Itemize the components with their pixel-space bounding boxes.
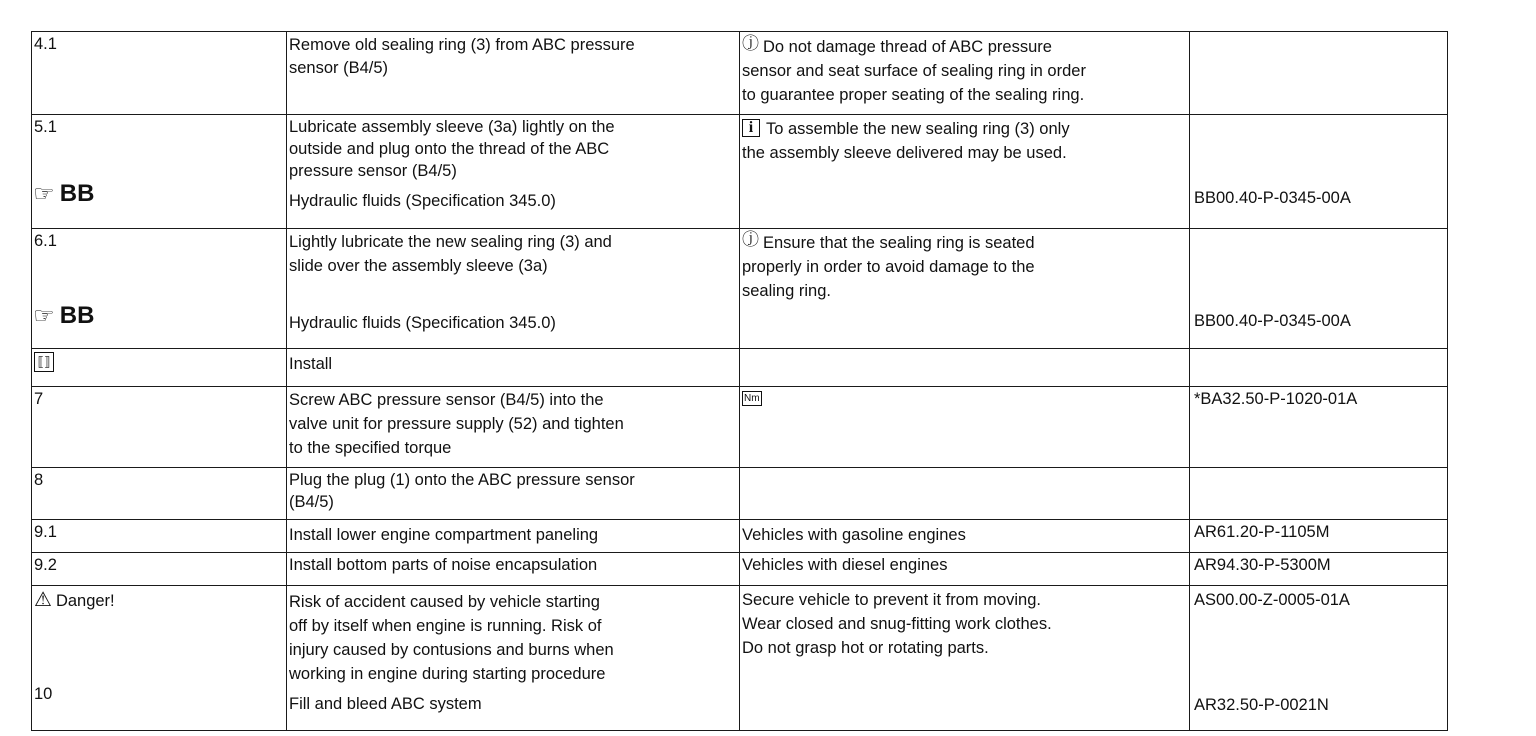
note-text: Ensure that the sealing ring is seated properly in order to avoid damage to the sealing ring. (742, 234, 1035, 300)
pointing-hand-icon: ☞ (33, 181, 55, 206)
ref-cell (1190, 586, 1448, 731)
step-number: 7 (34, 390, 44, 408)
procedure-table (31, 31, 1448, 731)
table-row (32, 349, 1448, 387)
bb-label: BB (59, 180, 95, 207)
action-text: Lubricate assembly sleeve (3a) lightly on the outside and plug onto the thread of the ABC pressure sensor (B4/5) (289, 118, 615, 180)
note-cell (740, 468, 1190, 520)
note-text: To assemble the new sealing ring (3) only the assembly sleeve delivered may be used. (742, 120, 1070, 162)
table-row (32, 229, 1448, 349)
step-cell (32, 349, 287, 387)
warning-triangle-icon: ⚠ (34, 589, 52, 611)
step-cell (32, 520, 287, 553)
step-cell (32, 553, 287, 586)
action-cell (287, 387, 740, 468)
pointing-hand-icon: ☞ (33, 303, 55, 328)
step-number: 4.1 (34, 35, 57, 53)
action-text: Plug the plug (1) onto the ABC pressure sensor (B4/5) (289, 471, 635, 511)
note-cell (740, 349, 1190, 387)
step-number: 9.2 (34, 556, 57, 574)
note-text: Vehicles with diesel engines (742, 556, 948, 574)
action-text: Lightly lubricate the new sealing ring (3) and slide over the assembly sleeve (3a) (289, 233, 612, 275)
ref-cell (1190, 387, 1448, 468)
action-text: Install bottom parts of noise encapsulation (289, 556, 598, 574)
ref-cell (1190, 229, 1448, 349)
action-cell (287, 553, 740, 586)
ref-cell (1190, 349, 1448, 387)
step-cell (32, 387, 287, 468)
action-text: Install lower engine compartment paneling (289, 526, 599, 544)
action-text: Install (289, 355, 333, 373)
note-text: Vehicles with gasoline engines (742, 526, 966, 544)
note-cell (740, 586, 1190, 731)
table-row (32, 520, 1448, 553)
step-cell (32, 229, 287, 349)
note-cell (740, 387, 1190, 468)
bb-label: BB (59, 302, 95, 329)
bb-action-text: Hydraulic fluids (Specification 345.0) (289, 314, 556, 332)
action-text: Remove old sealing ring (3) from ABC pressure sensor (B4/5) (289, 36, 635, 77)
note-text: Secure vehicle to prevent it from moving. Wear closed and snug-fitting work clothes. Do not grasp hot or rotating parts. (742, 591, 1052, 657)
info-icon: i (742, 119, 760, 137)
note-cell (740, 520, 1190, 553)
caution-icon: ⓙ (742, 230, 759, 249)
step-number: 5.1 (34, 118, 57, 136)
ref-cell (1190, 32, 1448, 115)
ref-cell (1190, 468, 1448, 520)
ref-text: AR32.50-P-0021N (1194, 696, 1329, 714)
step-number: 8 (34, 471, 44, 489)
note-cell (740, 115, 1190, 229)
note-cell (740, 229, 1190, 349)
ref-text: AR94.30-P-5300M (1194, 556, 1331, 574)
bb-reference (34, 301, 94, 331)
table-row (32, 468, 1448, 520)
bb-action-text: Hydraulic fluids (Specification 345.0) (289, 192, 556, 210)
bb-reference (34, 179, 94, 209)
action-text: Screw ABC pressure sensor (B4/5) into the valve unit for pressure supply (52) and tighten to the specified torque (289, 391, 624, 457)
step-number: 9.1 (34, 523, 57, 541)
install-icon: ⟦⟧ (34, 352, 54, 372)
table-row (32, 586, 1448, 731)
table-row (32, 387, 1448, 468)
table-row (32, 115, 1448, 229)
action-cell (287, 349, 740, 387)
ref-text: *BA32.50-P-1020-01A (1194, 390, 1358, 408)
table-row (32, 32, 1448, 115)
danger-label: ⚠ Danger! (34, 589, 115, 611)
step-number: 6.1 (34, 232, 57, 250)
action-cell (287, 468, 740, 520)
step-cell (32, 115, 287, 229)
action-cell (287, 32, 740, 115)
ref-text: AS00.00-Z-0005-01A (1194, 591, 1350, 609)
ref-text: AR61.20-P-1105M (1194, 523, 1330, 541)
caution-icon: ⓙ (742, 34, 759, 53)
step-cell (32, 468, 287, 520)
step-cell (32, 32, 287, 115)
action-cell (287, 586, 740, 731)
action-text: Fill and bleed ABC system (289, 695, 482, 713)
action-cell (287, 115, 740, 229)
step-number: 10 (34, 685, 53, 703)
note-cell (740, 553, 1190, 586)
torque-icon: Nm (744, 393, 760, 404)
danger-text: Risk of accident caused by vehicle starting off by itself when engine is running. Risk of injury caused by contusions and burns when working in engine during starting procedure (289, 593, 614, 683)
note-text: Do not damage thread of ABC pressure sensor and seat surface of sealing ring in order to guarantee proper seating of the sealing ring. (742, 38, 1086, 104)
table-row (32, 553, 1448, 586)
ref-cell (1190, 553, 1448, 586)
action-cell (287, 520, 740, 553)
note-cell (740, 32, 1190, 115)
ref-text: BB00.40-P-0345-00A (1194, 189, 1351, 207)
action-cell (287, 229, 740, 349)
ref-text: BB00.40-P-0345-00A (1194, 312, 1351, 330)
ref-cell (1190, 115, 1448, 229)
step-cell (32, 586, 287, 731)
ref-cell (1190, 520, 1448, 553)
